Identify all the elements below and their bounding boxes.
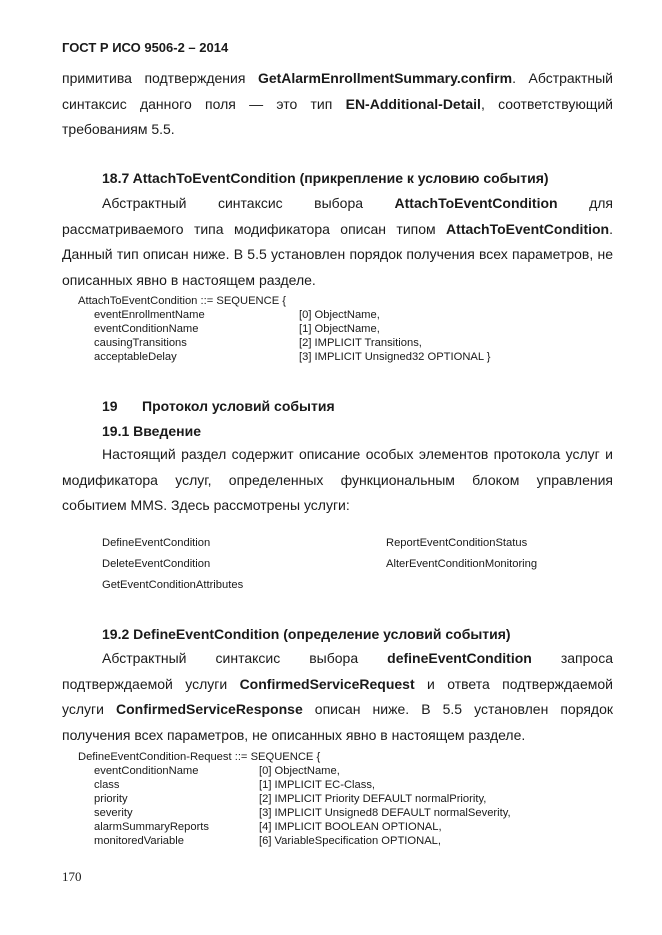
s19-2-term-1: defineEventCondition	[387, 650, 532, 666]
code-field-name: eventConditionName	[94, 323, 199, 335]
code-field-definition: [1] IMPLICIT EC-Class,	[259, 779, 376, 791]
code-field-name: acceptableDelay	[94, 351, 177, 363]
section-19-number: 19	[102, 398, 118, 414]
code-field-name: severity	[94, 807, 133, 819]
service-name: DefineEventCondition	[102, 537, 211, 549]
s18-7-term-1: AttachToEventCondition	[394, 195, 558, 211]
intro-term-detail: EN-Additional-Detail	[345, 95, 481, 112]
s19-2-term-2: ConfirmedServiceRequest	[239, 675, 415, 692]
service-name: AlterEventConditionMonitoring	[386, 558, 538, 570]
define-code-block	[94, 764, 614, 848]
document-header: ГОСТ Р ИСО 9506-2 – 2014	[62, 40, 229, 55]
s18-7-text-2: для рассматриваемого типа модификатора описан типом	[62, 195, 613, 237]
code-field-definition: [4] IMPLICIT BOOLEAN OPTIONAL,	[259, 821, 442, 833]
intro-text-2: . Абстрактный синтаксис данного поля — это тип	[62, 70, 613, 112]
code-field-definition: [6] VariableSpecification OPTIONAL,	[259, 835, 441, 847]
s18-7-text-1: Абстрактный синтаксис выбора	[102, 195, 395, 211]
attach-code-block	[94, 308, 614, 364]
code-field-definition: [3] IMPLICIT Unsigned8 DEFAULT normalSeverity,	[259, 807, 511, 819]
code-field-name: monitoredVariable	[94, 835, 184, 847]
section-19-1-paragraph: Настоящий раздел содержит описание особых элементов протокола услуг и модификатора услуг, определенных функциональным блоком управления событием MMS. Здесь рассмотрены услуги:	[62, 446, 613, 513]
code-field-name: eventConditionName	[94, 765, 199, 777]
code-field-definition: [0] ObjectName,	[259, 765, 340, 777]
page-number: 170	[62, 869, 82, 884]
code-field-definition: [2] IMPLICIT Priority DEFAULT normalPriority,	[259, 793, 487, 805]
s19-2-term-3: ConfirmedServiceResponse	[116, 701, 303, 717]
s19-2-text-4: описан ниже. В 5.5 установлен порядок получения всех параметров, не описанных явно в настоящем разделе.	[62, 701, 614, 743]
code-field-name: causingTransitions	[94, 337, 187, 349]
section-18-7-paragraph	[62, 191, 613, 293]
intro-text-3: , соответствующий требованиям 5.5.	[62, 95, 614, 137]
define-code-title: DefineEventCondition-Request ::= SEQUENCE {	[78, 751, 321, 763]
section-18-7-heading: 18.7 AttachToEventCondition (прикрепление к условию события)	[102, 170, 549, 186]
code-field-definition: [3] IMPLICIT Unsigned32 OPTIONAL }	[299, 351, 491, 363]
service-name: ReportEventConditionStatus	[386, 537, 528, 549]
s18-7-text-3: . Данный тип описан ниже. В 5.5 установлен порядок получения всех параметров, не описанных явно в настоящем разделе.	[62, 220, 613, 288]
code-field-definition: [2] IMPLICIT Transitions,	[299, 337, 422, 349]
section-19-2-heading: 19.2 DefineEventCondition (определение условий события)	[102, 626, 511, 642]
section-19-2-paragraph	[62, 646, 613, 748]
intro-term-confirm: GetAlarmEnrollmentSummary.confirm	[257, 70, 513, 86]
s19-2-text-1: Абстрактный синтаксис выбора	[102, 650, 388, 666]
code-field-name: class	[94, 779, 120, 791]
code-field-name: priority	[94, 793, 128, 805]
code-field-name: alarmSummaryReports	[94, 821, 210, 833]
s19-2-text-3: и ответа подтверждаемой услуги	[62, 675, 613, 717]
code-field-definition: [0] ObjectName,	[299, 309, 380, 321]
section-19-1-heading: 19.1 Введение	[102, 423, 201, 439]
attach-code-title: AttachToEventCondition ::= SEQUENCE {	[78, 295, 287, 307]
service-name: DeleteEventCondition	[102, 558, 211, 570]
s18-7-term-2: AttachToEventCondition	[446, 220, 610, 237]
code-field-name: eventEnrollmentName	[94, 309, 205, 321]
section-19-heading: Протокол условий события	[142, 398, 335, 414]
intro-text-1: примитива подтверждения	[62, 70, 258, 86]
code-field-definition: [1] ObjectName,	[299, 323, 380, 335]
intro-paragraph	[62, 66, 613, 143]
s19-2-text-2: запроса подтверждаемой услуги	[62, 650, 613, 692]
service-name: GetEventConditionAttributes	[102, 579, 244, 591]
